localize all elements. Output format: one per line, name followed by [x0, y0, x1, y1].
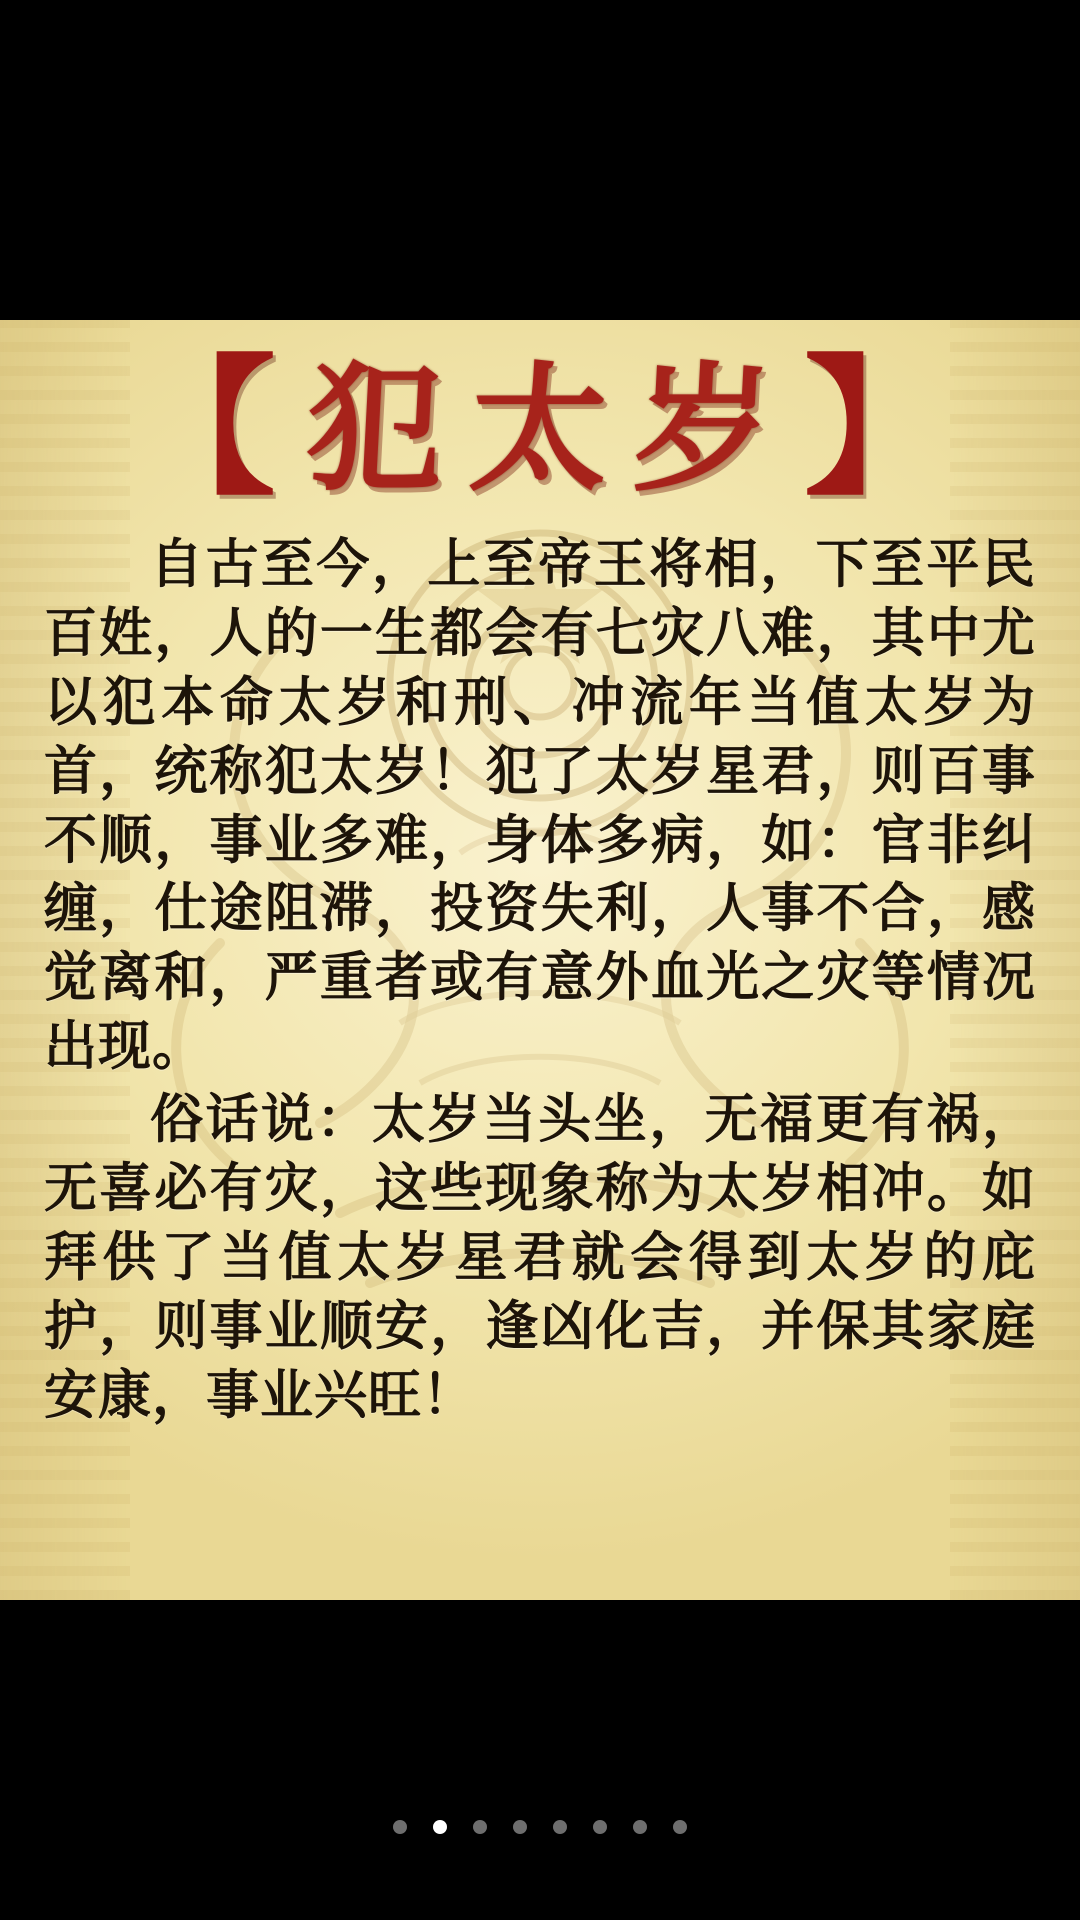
pager-dot-8[interactable] — [673, 1820, 687, 1834]
pager-dot-5[interactable] — [553, 1820, 567, 1834]
pager-dot-7[interactable] — [633, 1820, 647, 1834]
pager-dot-3[interactable] — [473, 1820, 487, 1834]
image-card[interactable] — [0, 320, 1080, 1600]
carousel-pager[interactable] — [0, 1820, 1080, 1834]
title-right-bracket: 】 — [804, 342, 955, 516]
pager-dot-1[interactable] — [393, 1820, 407, 1834]
body-copy — [44, 530, 1036, 1430]
paragraph-2: 俗话说：太岁当头坐，无福更有祸，无喜必有灾，这些现象称为太岁相冲。如拜供了当值太岁星君就会得到太岁的庇护，则事业顺安，逢凶化吉，并保其家庭安康，事业兴旺！ — [44, 1088, 1036, 1426]
pager-dot-2[interactable] — [433, 1820, 447, 1834]
paragraph-1: 自古至今，上至帝王将相，下至平民百姓，人的一生都会有七灾八难，其中尤以犯本命太岁和刑、冲流年当值太岁为首，统称犯太岁！犯了太岁星君，则百事不顺，事业多难，身体多病，如：官非纠缠，仕途阻滞，投资失利，人事不合，感觉离和，严重者或有意外血光之灾等情况出现。 — [44, 533, 1036, 1078]
pager-dot-4[interactable] — [513, 1820, 527, 1834]
title-row — [0, 320, 1080, 516]
pager-dot-6[interactable] — [593, 1820, 607, 1834]
page-title: 犯太岁 — [301, 346, 803, 510]
title-left-bracket: 【 — [125, 342, 276, 516]
